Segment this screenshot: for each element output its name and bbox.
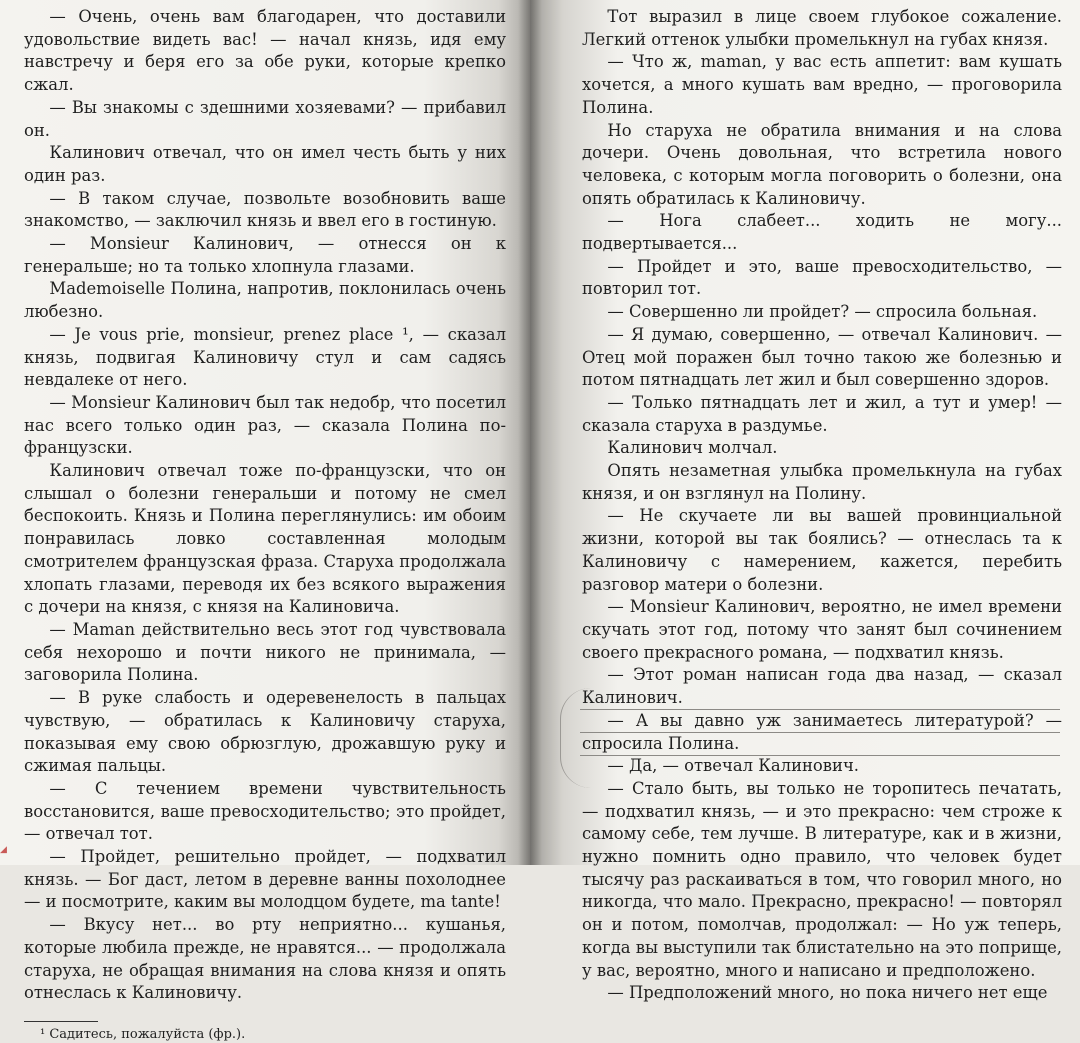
page-edge-mark: ◢ xyxy=(0,845,7,855)
paragraph: — Вкусу нет... во рту неприятно... кушанья, которые любила прежде, не нравятся... — продолжала старуха, не обращая внимания на слова князя и опять отнеслась к Калиновичу. xyxy=(24,915,506,1003)
paragraph: — А вы давно уж занимаетесь литературой? — спросила Полина. xyxy=(582,710,1062,753)
paragraph: Mademoiselle Полина, напротив, поклонилась очень любезно. xyxy=(24,279,506,322)
paragraph: — Je vous prie, monsieur, prenez place ¹, — сказал князь, подвигая Калиновичу стул и сам садясь невдалеке от него. xyxy=(24,324,506,390)
right-page-text xyxy=(582,6,1062,1005)
paragraph: Калинович молчал. xyxy=(607,438,778,458)
paragraph: — В таком случае, позвольте возобновить ваше знакомство, — заключил князь и ввел его в гостиную. xyxy=(24,188,506,231)
paragraph: — Предположений много, но пока ничего нет еще xyxy=(607,983,1048,1003)
paragraph: — Не скучаете ли вы вашей провинциальной жизни, которой вы так боялись? — отнеслась та к Калиновичу с намерением, кажется, перебить разговор матери о болезни. xyxy=(582,506,1062,594)
paragraph: — Нога слабеет... ходить не могу... подвертывается... xyxy=(582,211,1062,254)
right-page xyxy=(530,0,1080,1003)
paragraph: — Пройдет и это, ваше превосходительство, — повторил тот. xyxy=(582,256,1062,299)
paragraph: — Monsieur Калинович, вероятно, не имел времени скучать этот год, потому что занят был сочинением своего прекрасного романа, — подхватил князь. xyxy=(582,597,1062,662)
paragraph: — В руке слабость и одеревенелость в пальцах чувствую, — обратилась к Калиновичу старуха, показывая ему свою обрюзглую, дрожавшую руку и сжимая пальцы. xyxy=(24,688,506,776)
paragraph: — Что ж, maman, у вас есть аппетит: вам кушать хочется, а много кушать вам вредно, — проговорила Полина. xyxy=(582,52,1062,117)
paragraph: — С течением времени чувствительность восстановится, ваше превосходительство; это пройдет, — отвечал тот. xyxy=(24,778,506,844)
pencil-underline xyxy=(580,732,1060,733)
footnote: ¹ Садитесь, пожалуйста (фр.). xyxy=(40,1026,246,1042)
pencil-bracket-mark xyxy=(560,688,591,788)
paragraph: — Стало быть, вы только не торопитесь печатать, — подхватил князь, — и это прекрасно: чем строже к самому себе, тем лучше. В литературе, как и в жизни, нужно помнить одно правило, что человек будет тысячу раз раскаиваться в том, что говорил много, но никогда, что мало. Прекрасно, прекрасно! — повторял он и потом, помолчав, продолжал: — Но уж теперь, когда вы выступили так блистательно на это поприще, у вас, вероятно, много и написано и предположено. xyxy=(582,778,1062,980)
paragraph: — Очень, очень вам благодарен, что доставили удовольствие видеть вас! — начал князь, идя ему навстречу и беря его за обе руки, которые крепко сжал. xyxy=(24,7,506,95)
paragraph: Калинович отвечал, что он имел честь быть у них один раз. xyxy=(24,143,506,185)
left-page-text xyxy=(24,6,506,1005)
paragraph: — Только пятнадцать лет и жил, а тут и умер! — сказала старуха в раздумье. xyxy=(582,392,1062,435)
paragraph: — Я думаю, совершенно, — отвечал Калинович. — Отец мой поражен был точно такою же болезнью и потом пятнадцать лет жил и был совершенно здоров. xyxy=(582,324,1062,390)
paragraph: — Monsieur Калинович, — отнесся он к генеральше; но та только хлопнула глазами. xyxy=(24,234,506,276)
footnote-divider xyxy=(24,1021,98,1022)
pencil-underline xyxy=(580,755,1060,756)
paragraph: — Этот роман написан года два назад, — сказал Калинович. xyxy=(582,665,1062,708)
paragraph: Тот выразил в лице своем глубокое сожаление. Легкий оттенок улыбки промелькнул на губах князя. xyxy=(582,7,1062,49)
paragraph: Калинович отвечал тоже по-французски, что он слышал о болезни генеральши и потому не смел беспокоить. Князь и Полина переглянулись: им обоим понравилась ловко составленная молодым смотрителем французская фраза. Старуха продолжала хлопать глазами, переводя их без всякого выражения с дочери на князя, с князя на Калиновича. xyxy=(24,461,506,617)
paragraph: — Совершенно ли пройдет? — спросила больная. xyxy=(607,302,1038,322)
book-gutter-shadow xyxy=(518,0,542,865)
pencil-underline xyxy=(580,709,1060,710)
paragraph: — Monsieur Калинович был так недобр, что посетил нас всего только один раз, — сказала Полина по-французски. xyxy=(24,392,506,458)
paragraph: Но старуха не обратила внимания и на слова дочери. Очень довольная, что встретила нового человека, с которым могла поговорить о болезни, она опять обратилась к Калиновичу. xyxy=(582,120,1062,208)
paragraph: — Вы знакомы с здешними хозяевами? — прибавил он. xyxy=(24,97,506,140)
paragraph: — Maman действительно весь этот год чувствовала себя нехорошо и почти никого не принимала, — заговорила Полина. xyxy=(24,619,506,685)
paragraph: — Да, — отвечал Калинович. xyxy=(607,756,860,776)
left-page xyxy=(0,0,530,1042)
paragraph: Опять незаметная улыбка промелькнула на губах князя, и он взглянул на Полину. xyxy=(582,461,1062,503)
paragraph: — Пройдет, решительно пройдет, — подхватил князь. — Бог даст, летом в деревне ванны похолоднее — и посмотрите, каким вы молодцом будете, ma tante! xyxy=(24,847,506,912)
